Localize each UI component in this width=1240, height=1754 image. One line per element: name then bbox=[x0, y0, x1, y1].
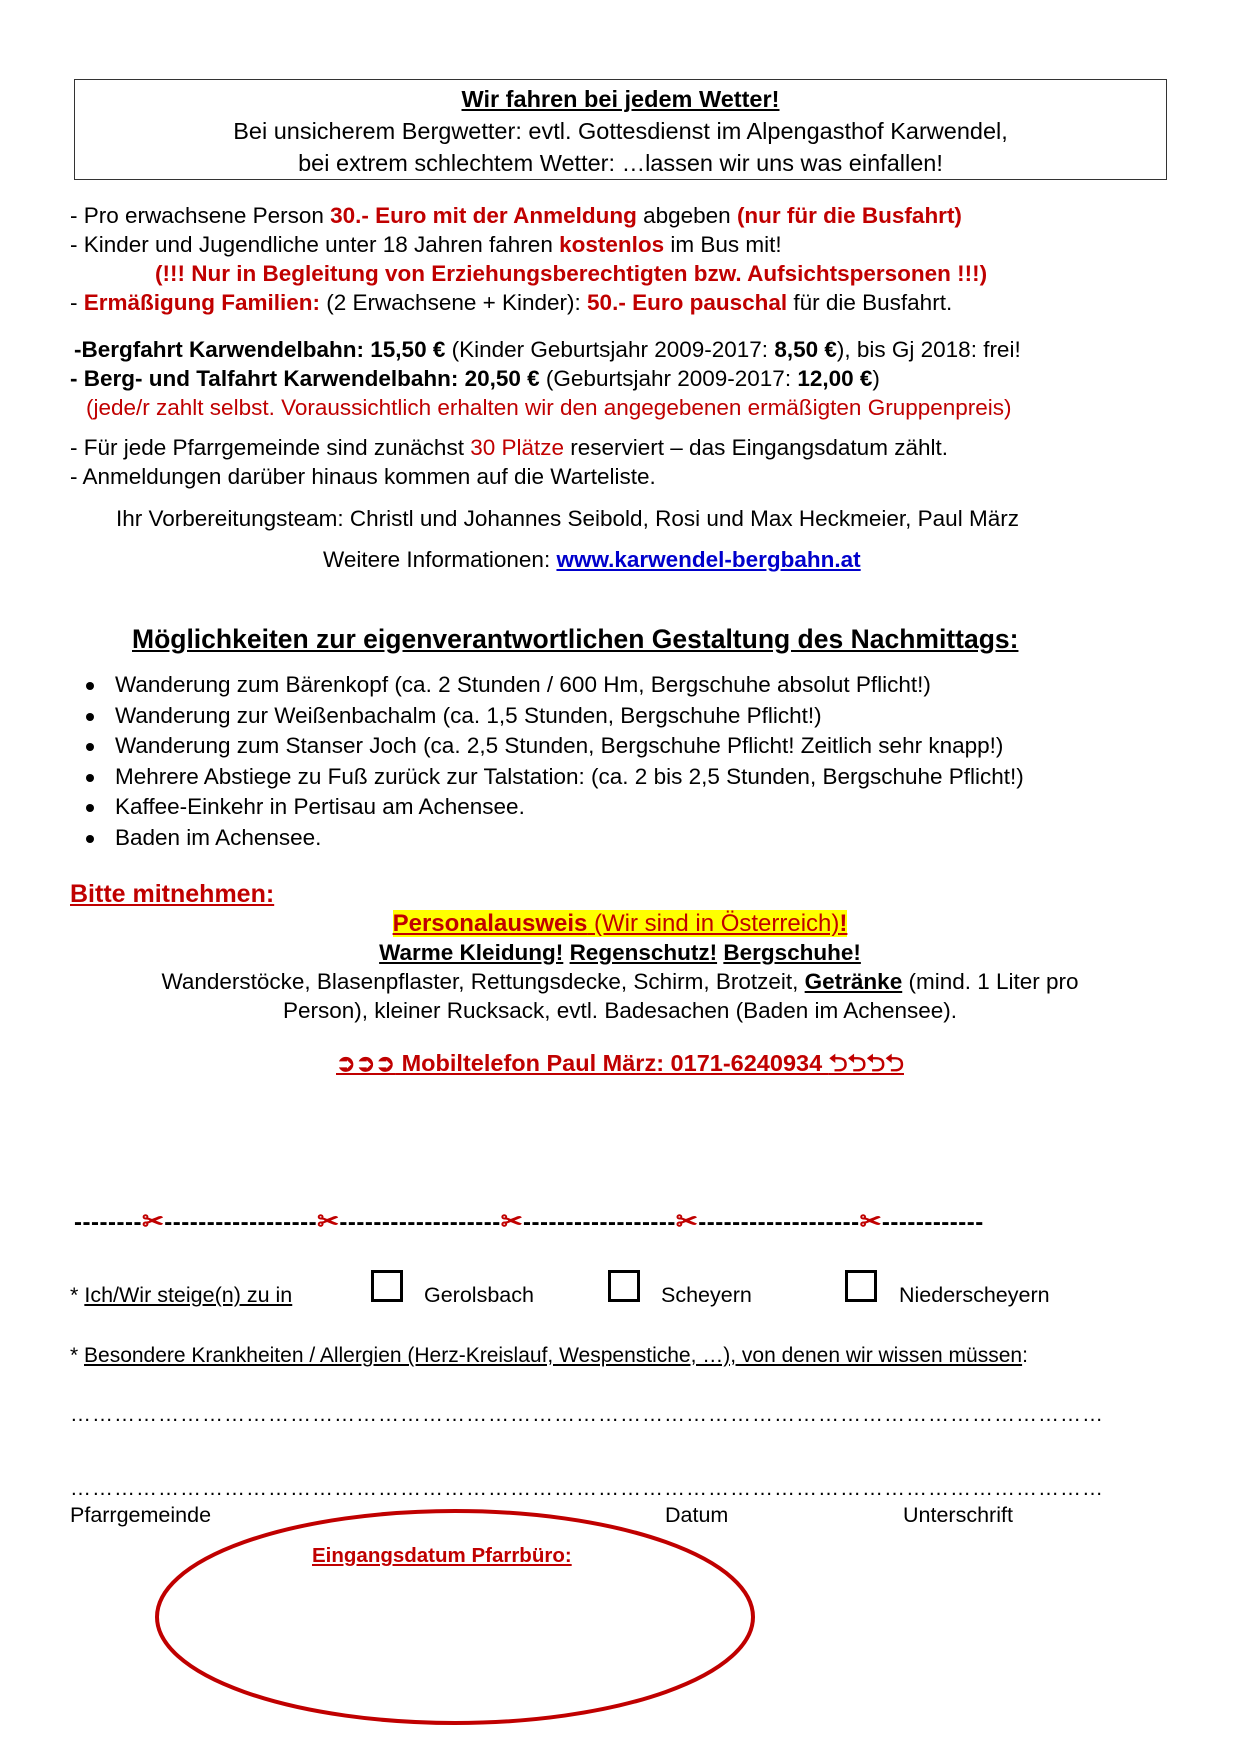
afternoon-heading: Möglichkeiten zur eigenverantwortlichen Gestaltung des Nachmittags: bbox=[132, 624, 1019, 654]
scissors-icon: ✂ bbox=[675, 1206, 699, 1236]
price-line-family: - Ermäßigung Familien: (2 Erwachsene + Kinder): 50.- Euro pauschal für die Busfahrt. bbox=[70, 290, 953, 315]
date-label: Datum bbox=[665, 1503, 729, 1527]
team-line: Ihr Vorbereitungsteam: Christl und Johannes Seibold, Rosi und Max Heckmeier, Paul März bbox=[116, 506, 1019, 531]
stamp-ellipse bbox=[150, 1502, 760, 1732]
weather-line-1: Bei unsicherem Bergwetter: evtl. Gottesdienst im Alpengasthof Karwendel, bbox=[233, 118, 1008, 144]
parish-label: Pfarrgemeinde bbox=[70, 1503, 212, 1527]
phone-line: ➲➲➲ Mobiltelefon Paul März: 0171-6240934 ⮌⮌⮌⮌ bbox=[336, 1050, 904, 1076]
checkbox-gerolsbach[interactable] bbox=[371, 1270, 403, 1302]
bullet-icon bbox=[86, 835, 94, 843]
checkbox-niederscheyern[interactable] bbox=[845, 1270, 877, 1302]
afternoon-list bbox=[86, 670, 1024, 853]
scissors-icon: ✂ bbox=[317, 1206, 340, 1236]
bring-essentials-line: Warme Kleidung! Regenschutz! Bergschuhe! bbox=[379, 940, 861, 965]
cut-line: --------✂------------------✂-------------------✂------------------✂-------------------✂------------ bbox=[74, 1206, 984, 1236]
bullet-icon bbox=[86, 713, 94, 721]
arrow-left-icon: ⮌⮌⮌⮌ bbox=[828, 1050, 904, 1076]
bullet-icon bbox=[86, 774, 94, 782]
option-scheyern-label: Scheyern bbox=[661, 1283, 752, 1307]
scissors-icon: ✂ bbox=[859, 1206, 882, 1236]
price-line-children: - Kinder und Jugendliche unter 18 Jahren fahren kostenlos im Bus mit! bbox=[70, 232, 782, 257]
cable-car-up-down: - Berg- und Talfahrt Karwendelbahn: 20,50 € (Geburtsjahr 2009-2017: 12,00 €) bbox=[70, 366, 880, 391]
bullet-icon bbox=[86, 682, 94, 690]
weather-title: Wir fahren bei jedem Wetter! bbox=[461, 86, 780, 112]
bring-items-line: Wanderstöcke, Blasenpflaster, Rettungsdecke, Schirm, Brotzeit, Getränke (mind. 1 Liter pro bbox=[161, 969, 1079, 994]
option-gerolsbach-label: Gerolsbach bbox=[424, 1283, 534, 1307]
signature-input-line[interactable]: …………………………………………………………………………………………………………………………… bbox=[70, 1477, 1104, 1500]
checkbox-scheyern[interactable] bbox=[608, 1270, 640, 1302]
bring-id-line: Personalausweis (Wir sind in Österreich)! bbox=[392, 910, 848, 937]
price-line-adult: - Pro erwachsene Person 30.- Euro mit der Anmeldung abgeben (nur für die Busfahrt) bbox=[70, 203, 962, 228]
bullet-icon bbox=[86, 743, 94, 751]
scissors-icon: ✂ bbox=[500, 1206, 524, 1236]
bring-items-line-2: Person), kleiner Rucksack, evtl. Badesachen (Baden im Achensee). bbox=[282, 998, 958, 1023]
signature-label: Unterschrift bbox=[903, 1503, 1013, 1527]
stamp-label: Eingangsdatum Pfarrbüro: bbox=[312, 1544, 572, 1567]
places-line-waitlist: - Anmeldungen darüber hinaus kommen auf die Warteliste. bbox=[70, 464, 656, 489]
info-line: Weitere Informationen: www.karwendel-bergbahn.at bbox=[323, 547, 861, 572]
list-item: Wanderung zum Bärenkopf (ca. 2 Stunden / 600 Hm, Bergschuhe absolut Pflicht!) bbox=[86, 670, 1024, 701]
price-line-supervision: (!!! Nur in Begleitung von Erziehungsberechtigten bzw. Aufsichtspersonen !!!) bbox=[155, 261, 988, 286]
weather-notice-box bbox=[74, 79, 1167, 180]
bullet-icon bbox=[86, 804, 94, 812]
list-item: Wanderung zum Stanser Joch (ca. 2,5 Stunden, Bergschuhe Pflicht! Zeitlich sehr knapp!) bbox=[86, 731, 1024, 762]
list-item: Mehrere Abstiege zu Fuß zurück zur Talstation: (ca. 2 bis 2,5 Stunden, Bergschuhe Pflicht!) bbox=[86, 762, 1024, 793]
website-link[interactable]: www.karwendel-bergbahn.at bbox=[556, 547, 861, 572]
arrow-right-icon: ➲➲➲ bbox=[336, 1050, 396, 1076]
places-line-reserved: - Für jede Pfarrgemeinde sind zunächst 30 Plätze reserviert – das Eingangsdatum zählt. bbox=[70, 435, 948, 460]
boarding-line: * Ich/Wir steige(n) zu in bbox=[70, 1283, 293, 1307]
illness-line: * Besondere Krankheiten / Allergien (Herz-Kreislauf, Wespenstiche, …), von denen wir wissen müssen: bbox=[70, 1344, 1028, 1367]
list-item: Kaffee-Einkehr in Pertisau am Achensee. bbox=[86, 792, 1024, 823]
list-item: Baden im Achensee. bbox=[86, 823, 1024, 854]
weather-line-2: bei extrem schlechtem Wetter: …lassen wir uns was einfallen! bbox=[298, 150, 943, 176]
scissors-icon: ✂ bbox=[141, 1206, 165, 1236]
cable-car-up: -Bergfahrt Karwendelbahn: 15,50 € (Kinder Geburtsjahr 2009-2017: 8,50 €), bis Gj 2018: frei! bbox=[74, 337, 1021, 362]
bring-heading: Bitte mitnehmen: bbox=[70, 880, 275, 908]
option-niederscheyern-label: Niederscheyern bbox=[899, 1283, 1050, 1307]
list-item: Wanderung zur Weißenbachalm (ca. 1,5 Stunden, Bergschuhe Pflicht!) bbox=[86, 701, 1024, 732]
cable-car-note: (jede/r zahlt selbst. Voraussichtlich erhalten wir den angegebenen ermäßigten Gruppenpreis) bbox=[86, 395, 1012, 420]
illness-input-line[interactable]: …………………………………………………………………………………………………………………………… bbox=[70, 1403, 1104, 1426]
